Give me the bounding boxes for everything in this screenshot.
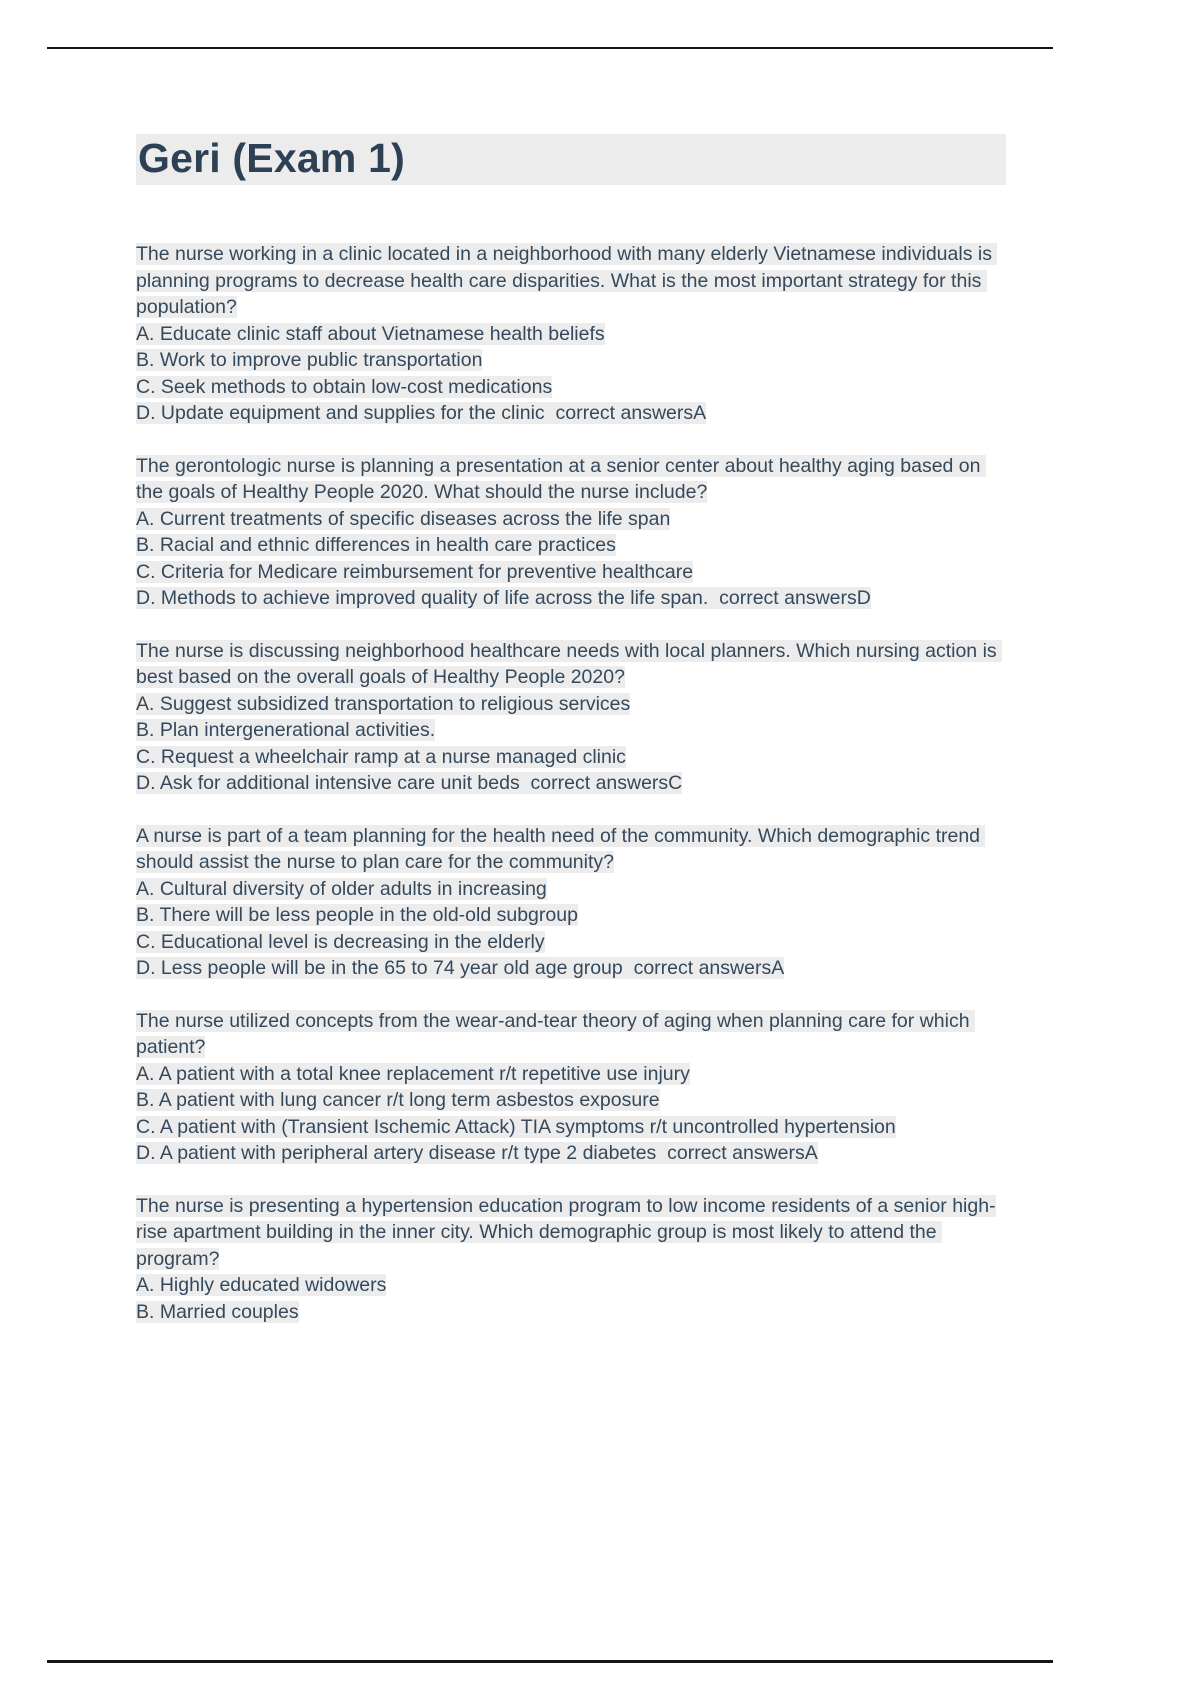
- option-text: C. Criteria for Medicare reimbursement for preventive healthcare: [136, 560, 694, 583]
- option-line: [136, 400, 1006, 427]
- question-block: [136, 241, 1006, 427]
- option-line: [136, 347, 1006, 374]
- option-line: [136, 1272, 1006, 1299]
- option-text: C. Educational level is decreasing in the elderly: [136, 930, 545, 953]
- option-text: A. Current treatments of specific diseases across the life span: [136, 507, 671, 530]
- option-line: [136, 585, 1006, 612]
- option-text: B. Plan intergenerational activities.: [136, 719, 436, 741]
- option-line: [136, 691, 1006, 718]
- question-block: [136, 1008, 1006, 1167]
- option-line: [136, 770, 1006, 797]
- bottom-rule: [47, 1660, 1053, 1663]
- question-options: [136, 1272, 1006, 1325]
- option-text: C. Request a wheelchair ramp at a nurse managed clinic: [136, 745, 626, 768]
- option-line: [136, 1087, 1006, 1114]
- question-stem: The gerontologic nurse is planning a presentation at a senior center about healthy aging based on the goals of Healthy People 2020. What should the nurse include?: [136, 454, 986, 503]
- question-options: [136, 321, 1006, 427]
- option-text: D. Ask for additional intensive care unit beds correct answersC: [136, 772, 683, 794]
- option-text: D. Update equipment and supplies for the clinic correct answersA: [136, 402, 707, 424]
- option-line: [136, 876, 1006, 903]
- option-text: A. Educate clinic staff about Vietnamese health beliefs: [136, 322, 605, 345]
- option-line: [136, 374, 1006, 401]
- option-text: B. A patient with lung cancer r/t long term asbestos exposure: [136, 1089, 660, 1111]
- question-stem: The nurse utilized concepts from the wear-and-tear theory of aging when planning care for which patient?: [136, 1009, 975, 1058]
- option-line: [136, 532, 1006, 559]
- questions: [136, 241, 1006, 1325]
- option-text: A. Cultural diversity of older adults in increasing: [136, 877, 547, 900]
- option-line: [136, 902, 1006, 929]
- option-text: C. Seek methods to obtain low-cost medications: [136, 375, 553, 398]
- question-block: [136, 1193, 1006, 1326]
- question-stem: The nurse working in a clinic located in a neighborhood with many elderly Vietnamese individuals is planning programs to decrease health care disparities. What is the most important strategy for this population?: [136, 243, 998, 318]
- question-options: [136, 1061, 1006, 1167]
- question-stem: The nurse is presenting a hypertension education program to low income residents of a senior high-rise apartment building in the inner city. Which demographic group is most likely to attend the program?: [136, 1194, 996, 1270]
- option-line: [136, 1061, 1006, 1088]
- question-stem: A nurse is part of a team planning for the health need of the community. Which demographic trend should assist the nurse to plan care for the community?: [136, 824, 986, 873]
- question-stem: The nurse is discussing neighborhood healthcare needs with local planners. Which nursing action is best based on the overall goals of Healthy People 2020?: [136, 639, 1003, 688]
- question-options: [136, 691, 1006, 797]
- option-text: B. Racial and ethnic differences in health care practices: [136, 534, 616, 556]
- option-text: C. A patient with (Transient Ischemic Attack) TIA symptoms r/t uncontrolled hypertension: [136, 1115, 896, 1138]
- page-content: [136, 134, 1006, 1351]
- option-text: A. Highly educated widowers: [136, 1274, 387, 1296]
- question-block: [136, 823, 1006, 982]
- question-options: [136, 506, 1006, 612]
- question-block: [136, 453, 1006, 612]
- option-text: A. A patient with a total knee replacement r/t repetitive use injury: [136, 1062, 690, 1085]
- option-line: [136, 955, 1006, 982]
- question-block: [136, 638, 1006, 797]
- option-line: [136, 321, 1006, 348]
- option-line: [136, 717, 1006, 744]
- option-text: D. A patient with peripheral artery disease r/t type 2 diabetes correct answersA: [136, 1142, 818, 1164]
- question-options: [136, 876, 1006, 982]
- option-line: [136, 1114, 1006, 1141]
- page-title: Geri (Exam 1): [136, 134, 1006, 185]
- option-text: B. Married couples: [136, 1300, 299, 1323]
- option-text: B. There will be less people in the old-old subgroup: [136, 904, 578, 926]
- option-line: [136, 1299, 1006, 1326]
- top-rule: [47, 47, 1053, 49]
- option-text: B. Work to improve public transportation: [136, 349, 483, 371]
- option-text: A. Suggest subsidized transportation to religious services: [136, 692, 631, 715]
- option-line: [136, 506, 1006, 533]
- option-line: [136, 559, 1006, 586]
- option-line: [136, 1140, 1006, 1167]
- option-line: [136, 744, 1006, 771]
- option-text: D. Less people will be in the 65 to 74 year old age group correct answersA: [136, 957, 785, 979]
- option-text: D. Methods to achieve improved quality of life across the life span. correct answersD: [136, 587, 871, 609]
- option-line: [136, 929, 1006, 956]
